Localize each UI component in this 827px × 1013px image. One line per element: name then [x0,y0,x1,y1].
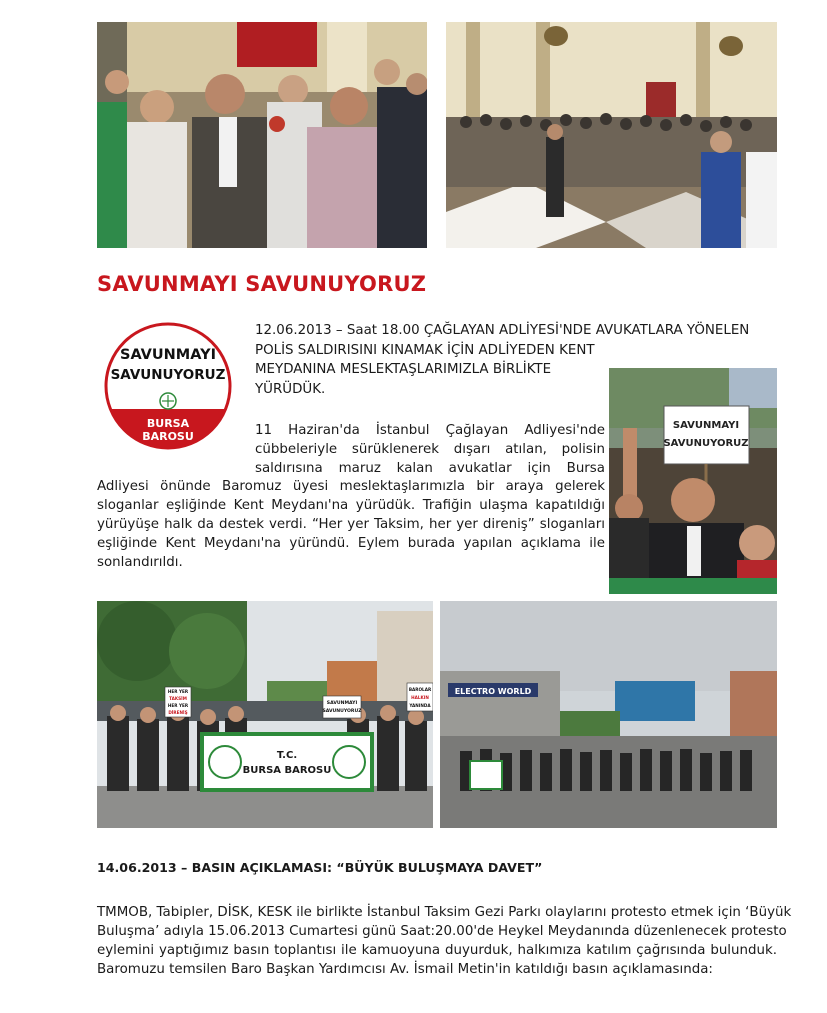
placard-line2: SAVUNUYORUZ [663,438,749,449]
sign-a-line1: HER YER [167,689,189,694]
page-headline: SAVUNMAYI SAVUNUYORUZ [97,272,427,296]
body-line: sonlandırıldı. [97,554,183,570]
press-release-heading: 14.06.2013 – BASIN AÇIKLAMASI: “BÜYÜK BULUŞMAYA DAVET” [97,860,543,875]
sign-b-line1: BAROLAR [408,687,432,692]
body-line: TMMOB, Tabipler, DİSK, KESK ile birlikte İstanbul Taksim Gezi Parkı olaylarını protesto etmek için ‘Büyük [97,905,792,920]
lead-line: MEYDANINA MESLEKTAŞLARIMIZLA BİRLİKTE [255,362,552,377]
body-line: yürüyüşe halk da destek verdi. “Her yer Taksim, her yer direniş” sloganları [97,516,605,532]
body-line: sloganlar eşliğinde Kent Meydanı'na yürüdük. Trafiğin ulaşma kapatıldığı [97,498,605,514]
body-line: eşliğinde Kent Meydanı'na yüründü. Eylem burada yapılan açıklama ile [97,535,605,551]
photo-protest-placard [609,368,777,594]
sign-a-line4: DİRENİŞ [168,710,188,715]
body-line: eylemini yaptığımız basın toplantısı ile kamuoyuna duyurduk, halkımıza katılım çağrısında bulunduk. [97,943,777,958]
body-line: 11 Haziran'da İstanbul Çağlayan Adliyesi'nde [255,423,605,438]
body-line: cübbeleriyle sürüklenerek dışarı atılan, polisin [255,441,605,457]
logo-line1: SAVUNMAYI [120,347,216,363]
sign-c-line1: SAVUNMAYI [326,701,358,706]
photo-march-banner [97,601,433,828]
photo-square-crowd [440,601,777,828]
lead-line: YÜRÜDÜK. [255,381,326,397]
scales-emblem-icon [160,393,176,409]
body-line: Adliyesi önünde Baromuz üyesi meslektaşlarımızla bir araya gelerek [97,479,605,495]
body-line: Baromuzu temsilen Baro Başkan Yardımcısı Av. İsmail Metin'in katıldığı basın açıklamasında: [97,962,713,977]
banner-line2: BURSA BAROSU [242,765,332,776]
lead-line: POLİS SALDIRISINI KINAMAK İÇİN ADLİYEDEN KENT [255,342,595,358]
sign-b-line3: YANINDA [409,703,431,708]
logo-bar-line1: BURSA [146,417,190,430]
logo-line2: SAVUNUYORUZ [110,367,226,383]
lead-line: 12.06.2013 – Saat 18.00 ÇAĞLAYAN ADLİYESİ'NDE AVUKATLARA YÖNELEN [255,323,750,338]
logo-bar-line2: BAROSU [142,430,194,443]
sign-c-line2: SAVUNUYORUZ [322,709,362,714]
body-line: Buluşma’ adıyla 15.06.2013 Cumartesi günü Saat:20.00'de Heykel Meydanında düzenlenecek protesto [97,924,787,939]
sign-a-line3: HER YER [167,703,189,708]
sign-b-line2: HALKIN [411,695,429,700]
march-paragraph [97,422,605,572]
banner-line1: T.C. [276,750,298,761]
sign-a-line2: TAKSİM [169,696,187,701]
photo-courthouse-hall [446,22,777,248]
body-line: saldırısına maruz kalan avukatlar için Bursa [255,460,605,476]
press-release-paragraph [97,903,792,979]
billboard-text: ELECTRO WORLD [454,687,532,696]
photo-press-statement [97,22,427,248]
placard-line1: SAVUNMAYI [672,420,740,431]
